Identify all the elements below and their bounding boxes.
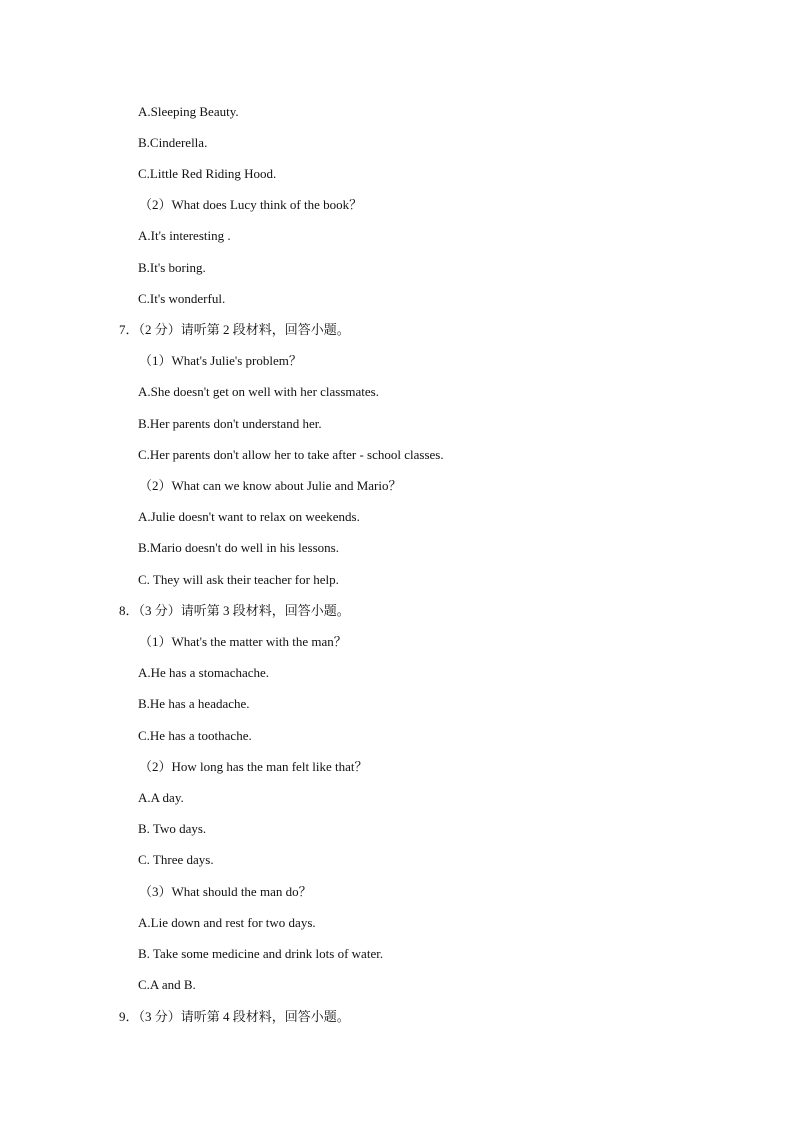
sub-question-8-3: （3）What should the man do？ xyxy=(139,884,312,899)
sub-question-8-2: （2）How long has the man felt like that？ xyxy=(139,759,368,774)
sub-question-8-1: （1）What's the matter with the man？ xyxy=(139,634,347,649)
option-a-stomachache: A.He has a stomachache. xyxy=(138,665,270,680)
option-c-after-school-classes: C.Her parents don't allow her to take after - school classes. xyxy=(138,447,444,462)
question-7-heading: 7．（2 分）请听第 2 段材料，回答小题。 xyxy=(119,322,350,337)
option-a-relax-weekends: A.Julie doesn't want to relax on weekends. xyxy=(138,509,360,524)
option-a-interesting: A.It's interesting . xyxy=(138,228,231,243)
option-c-three-days: C. Three days. xyxy=(138,852,214,867)
option-a-a-day: A.A day. xyxy=(138,790,184,805)
question-9-heading: 9．（3 分）请听第 4 段材料，回答小题。 xyxy=(119,1009,350,1024)
option-a-sleeping-beauty: A.Sleeping Beauty. xyxy=(138,104,239,119)
sub-question-7-1: （1）What's Julie's problem？ xyxy=(139,353,302,368)
option-c-little-red-riding-hood: C.Little Red Riding Hood. xyxy=(138,166,277,181)
option-c-a-and-b: C.A and B. xyxy=(138,977,196,992)
option-b-take-medicine: B. Take some medicine and drink lots of water. xyxy=(138,946,384,961)
option-a-classmates: A.She doesn't get on well with her classmates. xyxy=(138,384,379,399)
option-b-headache: B.He has a headache. xyxy=(138,696,250,711)
option-b-parents-understand: B.Her parents don't understand her. xyxy=(138,416,322,431)
option-b-cinderella: B.Cinderella. xyxy=(138,135,208,150)
option-c-wonderful: C.It's wonderful. xyxy=(138,291,226,306)
option-a-lie-down: A.Lie down and rest for two days. xyxy=(138,915,316,930)
sub-question-6-2: （2）What does Lucy think of the book？ xyxy=(139,197,363,212)
option-b-mario-lessons: B.Mario doesn't do well in his lessons. xyxy=(138,540,339,555)
question-8-heading: 8．（3 分）请听第 3 段材料，回答小题。 xyxy=(119,603,350,618)
sub-question-7-2: （2）What can we know about Julie and Mario？ xyxy=(139,478,402,493)
option-c-ask-teacher: C. They will ask their teacher for help. xyxy=(138,572,339,587)
option-b-two-days: B. Two days. xyxy=(138,821,207,836)
option-b-boring: B.It's boring. xyxy=(138,260,206,275)
option-c-toothache: C.He has a toothache. xyxy=(138,728,252,743)
